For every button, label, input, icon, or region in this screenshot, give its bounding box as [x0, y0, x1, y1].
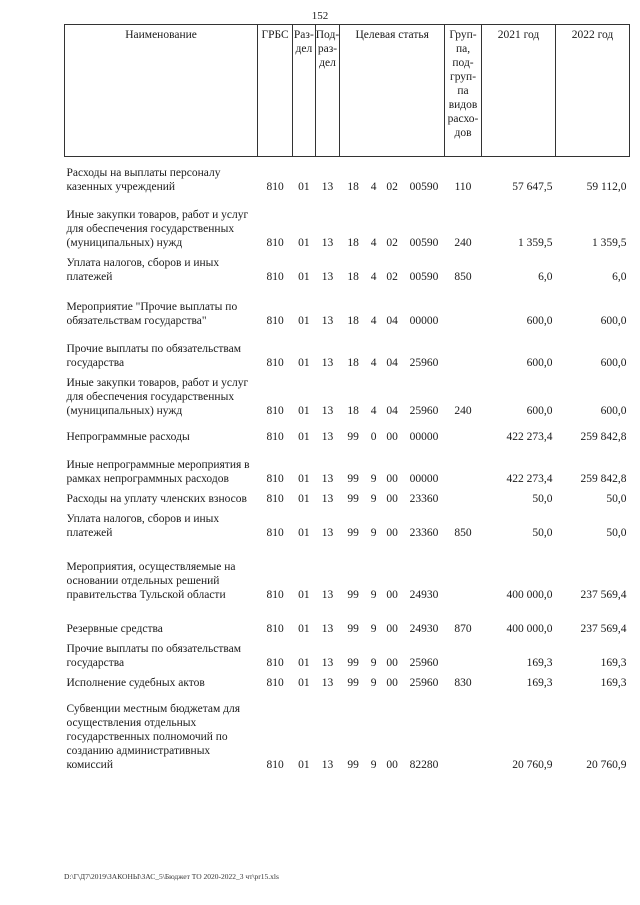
row-target-type: 9 — [370, 589, 377, 601]
table-row — [65, 509, 630, 543]
row-grbs: 810 — [266, 357, 284, 369]
row-amount-2022: 1 359,5 — [592, 237, 627, 249]
row-target-sub: 02 — [386, 181, 398, 193]
header-target: Целевая статья — [340, 25, 445, 157]
table-row — [65, 673, 630, 693]
row-podrazdel: 13 — [321, 677, 334, 689]
row-amount-2022: 6,0 — [612, 271, 627, 283]
row-target-sub: 00 — [386, 759, 398, 771]
spacer-cell — [65, 331, 630, 339]
row-grbs: 810 — [266, 473, 284, 485]
row-expense-group: 830 — [454, 677, 472, 689]
row-amount-2022: 600,0 — [600, 405, 627, 417]
row-name: Иные закупки товаров, работ и услуг для обеспечения государственных (муниципальных) нужд — [66, 377, 249, 417]
file-path: D:\Г\Д7\2019\ЗАКОНЫ\ЗАС_5\Бюджет ТО 2020-2022_3 чт\pr15.xls — [64, 872, 279, 881]
row-expense-group: 240 — [454, 237, 472, 249]
row-expense-group: 110 — [454, 181, 472, 193]
row-podrazdel: 13 — [321, 271, 334, 283]
row-amount-2022: 259 842,8 — [580, 473, 627, 485]
page-number: 152 — [311, 10, 329, 22]
row-grbs: 810 — [266, 657, 284, 669]
row-expense-group — [445, 557, 482, 605]
row-target-type: 4 — [370, 271, 377, 283]
row-amount-2022: 50,0 — [606, 493, 627, 505]
budget-table — [64, 24, 630, 775]
header-2021: 2021 год — [482, 25, 556, 157]
row-podrazdel: 13 — [321, 237, 334, 249]
row-amount-2021: 600,0 — [526, 405, 553, 417]
row-razdel: 01 — [298, 357, 310, 369]
row-target-sub: 00 — [386, 657, 398, 669]
table-row — [65, 297, 630, 331]
row-spacer — [65, 605, 630, 619]
row-target-program: 99 — [347, 759, 359, 771]
row-amount-2021: 20 760,9 — [512, 759, 553, 771]
row-grbs: 810 — [266, 237, 284, 249]
row-target-program: 18 — [347, 315, 359, 327]
table-row — [65, 163, 630, 197]
row-podrazdel: 13 — [321, 759, 334, 771]
row-razdel: 01 — [298, 623, 310, 635]
header-2022: 2022 год — [555, 25, 629, 157]
row-expense-group — [445, 339, 482, 373]
row-target-type: 4 — [370, 237, 377, 249]
spacer-cell — [65, 543, 630, 557]
row-expense-group: 870 — [454, 623, 472, 635]
row-target-sub: 00 — [386, 677, 398, 689]
row-grbs: 810 — [266, 181, 284, 193]
row-amount-2022: 59 112,0 — [586, 181, 627, 193]
row-grbs: 810 — [266, 493, 284, 505]
row-target-type: 9 — [370, 677, 377, 689]
row-name: Иные непрограммные мероприятия в рамках непрограммных расходов — [66, 459, 250, 485]
row-target-program: 99 — [347, 431, 359, 443]
row-target-type: 9 — [370, 527, 377, 539]
table-row — [65, 455, 630, 489]
row-razdel: 01 — [298, 527, 310, 539]
row-target-type: 9 — [370, 657, 377, 669]
row-target-type: 9 — [370, 759, 377, 771]
spacer-cell — [65, 287, 630, 297]
row-grbs: 810 — [266, 759, 284, 771]
row-target-sub: 02 — [386, 271, 398, 283]
table-row — [65, 427, 630, 447]
row-target-type: 4 — [370, 181, 377, 193]
row-podrazdel: 13 — [321, 657, 334, 669]
row-target-program: 18 — [347, 405, 359, 417]
row-amount-2021: 169,3 — [526, 677, 553, 689]
row-razdel: 01 — [298, 493, 310, 505]
row-razdel: 01 — [298, 589, 310, 601]
header-group: Груп-па, под-груп-па видов расхо-дов — [445, 25, 482, 157]
row-grbs: 810 — [266, 431, 284, 443]
row-target-type: 4 — [370, 405, 377, 417]
row-target-sub: 00 — [386, 473, 398, 485]
row-razdel: 01 — [298, 315, 310, 327]
row-name: Мероприятие "Прочие выплаты по обязательствам государства" — [66, 301, 238, 327]
table-row — [65, 205, 630, 253]
row-target-direction: 00590 — [409, 181, 439, 193]
row-amount-2021: 600,0 — [526, 315, 553, 327]
row-amount-2021: 600,0 — [526, 357, 553, 369]
row-target-program: 99 — [347, 677, 359, 689]
row-grbs: 810 — [266, 271, 284, 283]
row-grbs: 810 — [266, 589, 284, 601]
spacer-cell — [65, 605, 630, 619]
spacer-cell — [65, 197, 630, 205]
row-expense-group — [445, 489, 482, 509]
row-grbs: 810 — [266, 527, 284, 539]
row-amount-2021: 400 000,0 — [506, 589, 553, 601]
row-target-program: 99 — [347, 527, 359, 539]
table-body — [65, 157, 630, 776]
row-spacer — [65, 447, 630, 455]
row-expense-group: 240 — [454, 405, 472, 417]
row-target-direction: 25960 — [409, 405, 439, 417]
row-target-program: 99 — [347, 657, 359, 669]
row-razdel: 01 — [298, 677, 310, 689]
row-target-sub: 02 — [386, 237, 398, 249]
row-target-direction: 00000 — [409, 431, 439, 443]
row-target-sub: 04 — [386, 405, 398, 417]
row-podrazdel: 13 — [321, 181, 334, 193]
row-grbs: 810 — [266, 405, 284, 417]
row-razdel: 01 — [298, 181, 310, 193]
row-target-direction: 82280 — [409, 759, 439, 771]
row-podrazdel: 13 — [321, 623, 334, 635]
row-amount-2022: 169,3 — [600, 677, 627, 689]
row-name: Непрограммные расходы — [66, 431, 190, 443]
row-target-sub: 04 — [386, 315, 398, 327]
row-amount-2022: 169,3 — [600, 657, 627, 669]
row-target-program: 18 — [347, 237, 359, 249]
row-name: Субвенции местным бюджетам для осуществления отдельных государственных полномочий по созданию административных комиссий — [66, 703, 241, 771]
row-spacer — [65, 197, 630, 205]
spacer-cell — [65, 447, 630, 455]
row-podrazdel: 13 — [321, 473, 334, 485]
row-amount-2021: 57 647,5 — [512, 181, 553, 193]
row-target-program: 18 — [347, 357, 359, 369]
header-podrazdel: Под-раз-дел — [315, 25, 340, 157]
row-target-direction: 25960 — [409, 677, 439, 689]
row-podrazdel: 13 — [321, 493, 334, 505]
table-row — [65, 339, 630, 373]
row-expense-group — [445, 699, 482, 775]
row-expense-group — [445, 639, 482, 673]
row-amount-2021: 400 000,0 — [506, 623, 553, 635]
row-podrazdel: 13 — [321, 589, 334, 601]
table-row — [65, 489, 630, 509]
row-target-direction: 23360 — [409, 493, 439, 505]
row-target-sub: 00 — [386, 623, 398, 635]
row-target-direction: 00590 — [409, 271, 439, 283]
table-row — [65, 619, 630, 639]
table-row — [65, 373, 630, 421]
row-amount-2021: 169,3 — [526, 657, 553, 669]
row-razdel: 01 — [298, 657, 310, 669]
row-name: Расходы на уплату членских взносов — [66, 493, 247, 505]
row-amount-2021: 422 273,4 — [506, 473, 553, 485]
row-amount-2021: 6,0 — [538, 271, 553, 283]
header-razdel: Раз-дел — [293, 25, 316, 157]
row-podrazdel: 13 — [321, 405, 334, 417]
row-expense-group: 850 — [454, 527, 472, 539]
row-razdel: 01 — [298, 431, 310, 443]
row-amount-2022: 600,0 — [600, 357, 627, 369]
row-target-direction: 24930 — [409, 623, 439, 635]
row-podrazdel: 13 — [321, 315, 334, 327]
row-amount-2022: 20 760,9 — [586, 759, 627, 771]
row-expense-group — [445, 455, 482, 489]
row-target-sub: 00 — [386, 431, 398, 443]
row-target-program: 99 — [347, 623, 359, 635]
row-podrazdel: 13 — [321, 357, 334, 369]
row-name: Иные закупки товаров, работ и услуг для обеспечения государственных (муниципальных) нужд — [66, 209, 249, 249]
row-target-type: 9 — [370, 473, 377, 485]
row-name: Резервные средства — [66, 623, 163, 635]
row-spacer — [65, 287, 630, 297]
row-expense-group — [445, 297, 482, 331]
row-name: Прочие выплаты по обязательствам государства — [66, 343, 242, 369]
row-target-sub: 00 — [386, 589, 398, 601]
row-target-sub: 00 — [386, 493, 398, 505]
table-row — [65, 557, 630, 605]
row-target-type: 4 — [370, 315, 377, 327]
row-target-program: 99 — [347, 589, 359, 601]
row-amount-2022: 237 569,4 — [580, 623, 627, 635]
row-target-sub: 00 — [386, 527, 398, 539]
row-target-program: 18 — [347, 271, 359, 283]
row-razdel: 01 — [298, 405, 310, 417]
row-razdel: 01 — [298, 271, 310, 283]
header-grbs: ГРБС — [258, 25, 293, 157]
row-razdel: 01 — [298, 473, 310, 485]
row-podrazdel: 13 — [321, 527, 334, 539]
row-target-direction: 00000 — [409, 473, 439, 485]
row-razdel: 01 — [298, 759, 310, 771]
header-name: Наименование — [65, 25, 258, 157]
row-grbs: 810 — [266, 677, 284, 689]
row-amount-2022: 50,0 — [606, 527, 627, 539]
row-amount-2022: 600,0 — [600, 315, 627, 327]
row-name: Расходы на выплаты персоналу казенных учреждений — [66, 167, 221, 193]
row-expense-group: 850 — [454, 271, 472, 283]
row-target-program: 99 — [347, 473, 359, 485]
row-target-direction: 25960 — [409, 357, 439, 369]
row-podrazdel: 13 — [321, 431, 334, 443]
row-target-sub: 04 — [386, 357, 398, 369]
row-name: Мероприятия, осуществляемые на основании отдельных решений правительства Тульской области — [66, 561, 236, 601]
row-target-direction: 23360 — [409, 527, 439, 539]
row-target-type: 9 — [370, 623, 377, 635]
row-name: Прочие выплаты по обязательствам государства — [66, 643, 242, 669]
row-grbs: 810 — [266, 315, 284, 327]
row-amount-2021: 422 273,4 — [506, 431, 553, 443]
row-spacer — [65, 331, 630, 339]
row-grbs: 810 — [266, 623, 284, 635]
row-amount-2022: 237 569,4 — [580, 589, 627, 601]
row-name: Исполнение судебных актов — [66, 677, 205, 689]
row-spacer — [65, 543, 630, 557]
row-target-type: 0 — [370, 431, 377, 443]
table-row — [65, 699, 630, 775]
table-row — [65, 639, 630, 673]
table-row — [65, 253, 630, 287]
table-header — [65, 25, 630, 157]
row-name: Уплата налогов, сборов и иных платежей — [66, 257, 220, 283]
row-target-program: 99 — [347, 493, 359, 505]
row-amount-2021: 50,0 — [532, 527, 553, 539]
row-expense-group — [445, 427, 482, 447]
row-razdel: 01 — [298, 237, 310, 249]
row-target-type: 4 — [370, 357, 377, 369]
row-amount-2021: 50,0 — [532, 493, 553, 505]
row-amount-2022: 259 842,8 — [580, 431, 627, 443]
row-target-direction: 00590 — [409, 237, 439, 249]
row-name: Уплата налогов, сборов и иных платежей — [66, 513, 220, 539]
row-target-type: 9 — [370, 493, 377, 505]
row-amount-2021: 1 359,5 — [517, 237, 553, 249]
row-target-program: 18 — [347, 181, 359, 193]
row-target-direction: 00000 — [409, 315, 439, 327]
row-target-direction: 25960 — [409, 657, 439, 669]
row-target-direction: 24930 — [409, 589, 439, 601]
